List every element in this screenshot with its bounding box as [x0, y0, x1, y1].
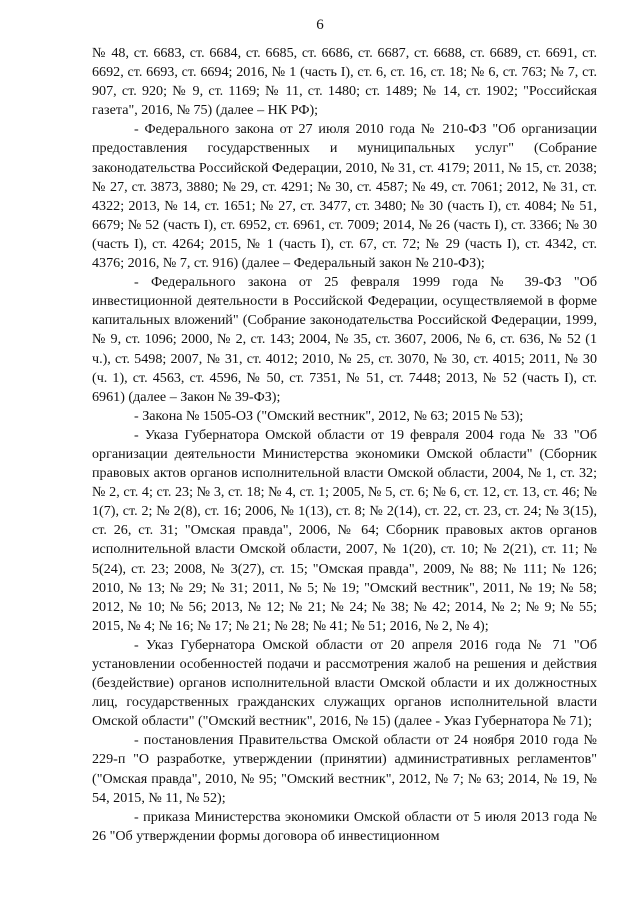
paragraph-nk-rf-continuation: № 48, ст. 6683, ст. 6684, ст. 6685, ст. 6686, ст. 6687, ст. 6688, ст. 6689, ст. 6691, ст. 6692, ст. 6693, ст. 6694; 2016, № 1 (часть I), ст. 6, ст. 16, ст. 18; № 6, ст. 763; № 7, ст. 907, ст. 920; № 9, ст. 1169; № 11, ст. 1480; ст. 1489; № 14, ст. 1902; "Российская газета", 2016, № 75) (далее – НК РФ);: [92, 45, 597, 119]
paragraph-governor-decree-71: - Указ Губернатора Омской области от 20 апреля 2016 года № 71 "Об установлении особенностей подачи и рассмотрения жалоб на решения и действия (бездействие) органов исполнительной власти Омской области и их должностных лиц, государственных гражданских служащих органов исполнительной власти Омской области" ("Омский вестник", 2016, № 15) (далее - Указ Губернатора № 71);: [92, 636, 597, 730]
document-body: [92, 44, 597, 846]
paragraph-federal-law-39: - Федерального закона от 25 февраля 1999 года № 39-ФЗ "Об инвестиционной деятельности в Российской Федерации, осуществляемой в форме капитальных вложений" (Собрание законодательства Российской Федерации, 1999, № 9, ст. 1096; 2000, № 2, ст. 143; 2004, № 35, ст. 3607, 2006, № 6, ст. 636, № 52 (1 ч.), ст. 5498; 2007, № 31, ст. 4012; 2010, № 25, ст. 3070, № 30, ст. 4015; 2011, № 30 (ч. 1), ст. 4563, ст. 4596, № 50, ст. 7351, № 51, ст. 7448; 2013, № 52 (часть I), ст. 6961) (далее – Закон № 39-ФЗ);: [92, 274, 597, 405]
paragraph-law-1505: - Закона № 1505-ОЗ ("Омский вестник", 2012, № 63; 2015 № 53);: [134, 407, 524, 424]
paragraph-governor-decree-33: - Указа Губернатора Омской области от 19 февраля 2004 года № 33 "Об организации деятельности Министерства экономики Омской области" (Сборник правовых актов органов исполнительной власти Омской области, 2004, № 1, ст. 32; № 2, ст. 4; ст. 23; № 3, ст. 18; № 4, ст. 1; 2005, № 5, ст. 6; № 6, ст. 12, ст. 13, ст. 46; № 1(7), ст. 2; № 2(8), ст. 16; 2006, № 1(13), ст. 8; № 2(14), ст. 22, ст. 23, ст. 24; № 3(15), ст. 26, ст. 31; "Омская правда", 2006, № 64; Сборник правовых актов органов исполнительной власти Омской области, 2007, № 1(20), ст. 10; № 2(21), ст. 11; № 5(24), ст. 23; 2008, № 3(27), ст. 15; "Омская правда", 2009, № 88; № 111; № 126; 2010, № 13; № 29; № 31; 2011, № 5; № 19; "Омский вестник", 2011, № 19; № 58; 2012, № 10; № 56; 2013, № 12; № 21; № 24; № 38; № 42; 2014, № 2; № 9; № 55; 2015, № 4; № 16; № 17; № 21; № 28; № 41; № 51; 2016, № 2, № 4);: [92, 426, 597, 634]
paragraph-ministry-order-26: - приказа Министерства экономики Омской области от 5 июля 2013 года № 26 "Об утверждении формы договора об инвестиционном: [92, 808, 597, 844]
paragraph-government-resolution-229: - постановления Правительства Омской области от 24 ноября 2010 года № 229-п "О разработке, утверждении (принятии) административных регламентов" ("Омская правда", 2010, № 95; "Омский вестник", 2012, № 7; № 63; 2014, № 19, № 54, 2015, № 11, № 52);: [92, 732, 597, 806]
page-number: 6: [316, 17, 324, 33]
paragraph-federal-law-210: - Федерального закона от 27 июля 2010 года № 210-ФЗ "Об организации предоставления государственных и муниципальных услуг" (Собрание законодательства Российской Федерации, 2010, № 31, ст. 4179; 2011, № 15, ст. 2038; № 27, ст. 3873, 3880; № 29, ст. 4291; № 30, ст. 4587; № 49, ст. 7061; 2012, № 31, ст. 4322; 2013, № 14, ст. 1651; № 27, ст. 3477, ст. 3480; № 30 (часть I), ст. 4084; № 51, 6679; № 52 (часть I), ст. 6952, ст. 6961, ст. 7009; 2014, № 26 (часть I), ст. 3366; № 30 (часть I), ст. 4264; 2015, № 1 (часть I), ст. 67, ст. 72; № 29 (часть I), ст. 4342, ст. 4376; 2016, № 7, ст. 916) (далее – Федеральный закон № 210-ФЗ);: [92, 121, 597, 272]
